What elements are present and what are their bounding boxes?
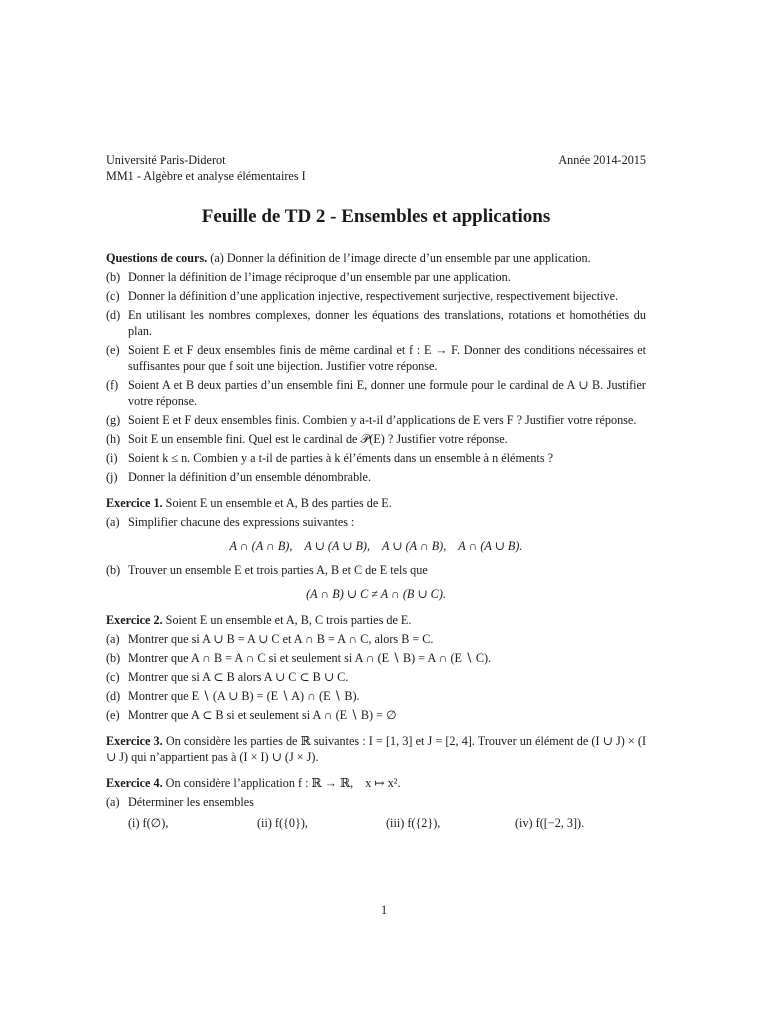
question-label: (b) — [106, 270, 121, 284]
question-label: (a) — [210, 251, 224, 265]
question-text: Soient k ≤ n. Combien y a t-il de parties à k él’éments dans un ensemble à n éléments ? — [128, 451, 554, 465]
question-item — [106, 307, 646, 339]
question-item — [106, 342, 646, 374]
exercise-1-part-b — [106, 562, 646, 578]
exercise-2-item — [106, 631, 646, 647]
question-label: (f) — [106, 378, 119, 392]
exercise-1-heading: Exercice 1. — [106, 496, 163, 510]
exercise-1-expressions: A ∩ (A ∩ B), A ∪ (A ∪ B), A ∪ (A ∩ B), A ∩ (A ∪ B). — [229, 539, 523, 553]
set-item: (ii) f({0}), — [257, 816, 308, 830]
exercise-2 — [106, 612, 646, 723]
question-text: Donner la définition de l’image réciproque d’un ensemble par une application. — [128, 270, 511, 284]
question-label: (j) — [106, 470, 118, 484]
part-text: Simplifier chacune des expressions suivantes : — [128, 515, 355, 529]
header-left — [106, 152, 306, 184]
exercise-1-part-a — [106, 514, 646, 530]
exercise-2-item — [106, 650, 646, 666]
question-item — [106, 288, 646, 304]
part-text: Montrer que A ⊂ B si et seulement si A ∩ (E ∖ B) = ∅ — [128, 708, 397, 722]
part-text: Déterminer les ensembles — [128, 795, 254, 809]
exercise-1-text: Soient E un ensemble et A, B des parties de E. — [165, 496, 392, 510]
question-text: Soit E un ensemble fini. Quel est le cardinal de 𝒫(E) ? Justifier votre réponse. — [128, 432, 508, 446]
exercise-2-text: Soient E un ensemble et A, B, C trois parties de E. — [165, 613, 412, 627]
exercise-2-item — [106, 669, 646, 685]
exercise-2-heading: Exercice 2. — [106, 613, 163, 627]
question-label: (h) — [106, 432, 121, 446]
document-page — [106, 152, 646, 831]
part-text: Montrer que si A ⊂ B alors A ∪ C ⊂ B ∪ C. — [128, 670, 349, 684]
part-label: (d) — [106, 689, 121, 703]
question-text: Donner la définition d’une application injective, respectivement surjective, respectivement bijective. — [128, 289, 619, 303]
exercise-1-inequality: (A ∩ B) ∪ C ≠ A ∩ (B ∪ C). — [306, 587, 446, 601]
part-label: (a) — [106, 515, 120, 529]
question-item — [106, 412, 646, 428]
question-text: Soient E et F deux ensembles finis. Combien y a-t-il d’applications de E vers F ? Justifier votre réponse. — [128, 413, 637, 427]
question-item — [106, 269, 646, 285]
exercise-4-sets — [106, 815, 646, 831]
academic-year: Année 2014-2015 — [558, 153, 646, 167]
exercise-4-part-a — [106, 794, 646, 810]
exercise-2-item — [106, 688, 646, 704]
set-item: (i) f(∅), — [128, 816, 169, 830]
page-header — [106, 152, 646, 184]
course-name: MM1 - Algèbre et analyse élémentaires I — [106, 169, 306, 183]
page-number: 1 — [380, 903, 388, 917]
set-item: (iii) f({2}), — [386, 816, 441, 830]
question-text: Donner la définition de l’image directe d’un ensemble par une application. — [226, 251, 591, 265]
exercise-2-intro — [106, 612, 646, 628]
part-label: (a) — [106, 632, 120, 646]
question-text: Soient E et F deux ensembles finis de même cardinal et f : E → F. Donner des conditions nécessaires et suffisantes pour que f soit une bijection. Justifier votre réponse. — [128, 343, 646, 373]
question-label: (d) — [106, 308, 121, 322]
question-label: (e) — [106, 343, 120, 357]
question-label: (i) — [106, 451, 118, 465]
question-item — [106, 450, 646, 466]
part-label: (b) — [106, 651, 121, 665]
part-label: (e) — [106, 708, 120, 722]
part-text: Montrer que A ∩ B = A ∩ C si et seulement si A ∩ (E ∖ B) = A ∩ (E ∖ C). — [128, 651, 492, 665]
question-text: En utilisant les nombres complexes, donner les équations des translations, rotations et homothéties du plan. — [128, 308, 646, 338]
exercise-3-text: On considère les parties de ℝ suivantes : I = [1, 3] et J = [2, 4]. Trouver un élément de (I ∪ J) × (I ∪ J) qui n’appartient pas à (I × I) ∪ (J × J). — [106, 734, 646, 764]
exercise-1-intro — [106, 495, 646, 511]
question-item — [106, 469, 646, 485]
question-text: Soient A et B deux parties d’un ensemble fini E, donner une formule pour le cardinal de A ∪ B. Justifier votre réponse. — [128, 378, 646, 408]
set-item: (iv) f([−2, 3]). — [515, 816, 585, 830]
university-name: Université Paris-Diderot — [106, 153, 226, 167]
part-label: (a) — [106, 795, 120, 809]
part-text: Montrer que E ∖ (A ∪ B) = (E ∖ A) ∩ (E ∖ B). — [128, 689, 360, 703]
questions-first-line — [106, 250, 646, 266]
question-label: (c) — [106, 289, 120, 303]
question-item — [106, 377, 646, 409]
exercise-4-text: On considère l’application f : ℝ → ℝ, x ↦ x². — [165, 776, 401, 790]
exercise-4-heading: Exercice 4. — [106, 776, 163, 790]
exercise-1 — [106, 495, 646, 602]
part-text: Montrer que si A ∪ B = A ∪ C et A ∩ B = A ∩ C, alors B = C. — [128, 632, 434, 646]
question-label: (g) — [106, 413, 121, 427]
exercise-4 — [106, 775, 646, 831]
exercise-3 — [106, 733, 646, 765]
exercise-2-item — [106, 707, 646, 723]
questions-heading: Questions de cours. — [106, 251, 208, 265]
page-title: Feuille de TD 2 - Ensembles et applications — [201, 206, 551, 227]
part-text: Trouver un ensemble E et trois parties A, B et C de E tels que — [128, 563, 428, 577]
exercise-4-intro — [106, 775, 646, 791]
exercise-3-heading: Exercice 3. — [106, 734, 163, 748]
part-label: (b) — [106, 563, 121, 577]
questions-section — [106, 250, 646, 485]
part-label: (c) — [106, 670, 120, 684]
question-text: Donner la définition d’un ensemble dénombrable. — [128, 470, 372, 484]
question-item — [106, 431, 646, 447]
